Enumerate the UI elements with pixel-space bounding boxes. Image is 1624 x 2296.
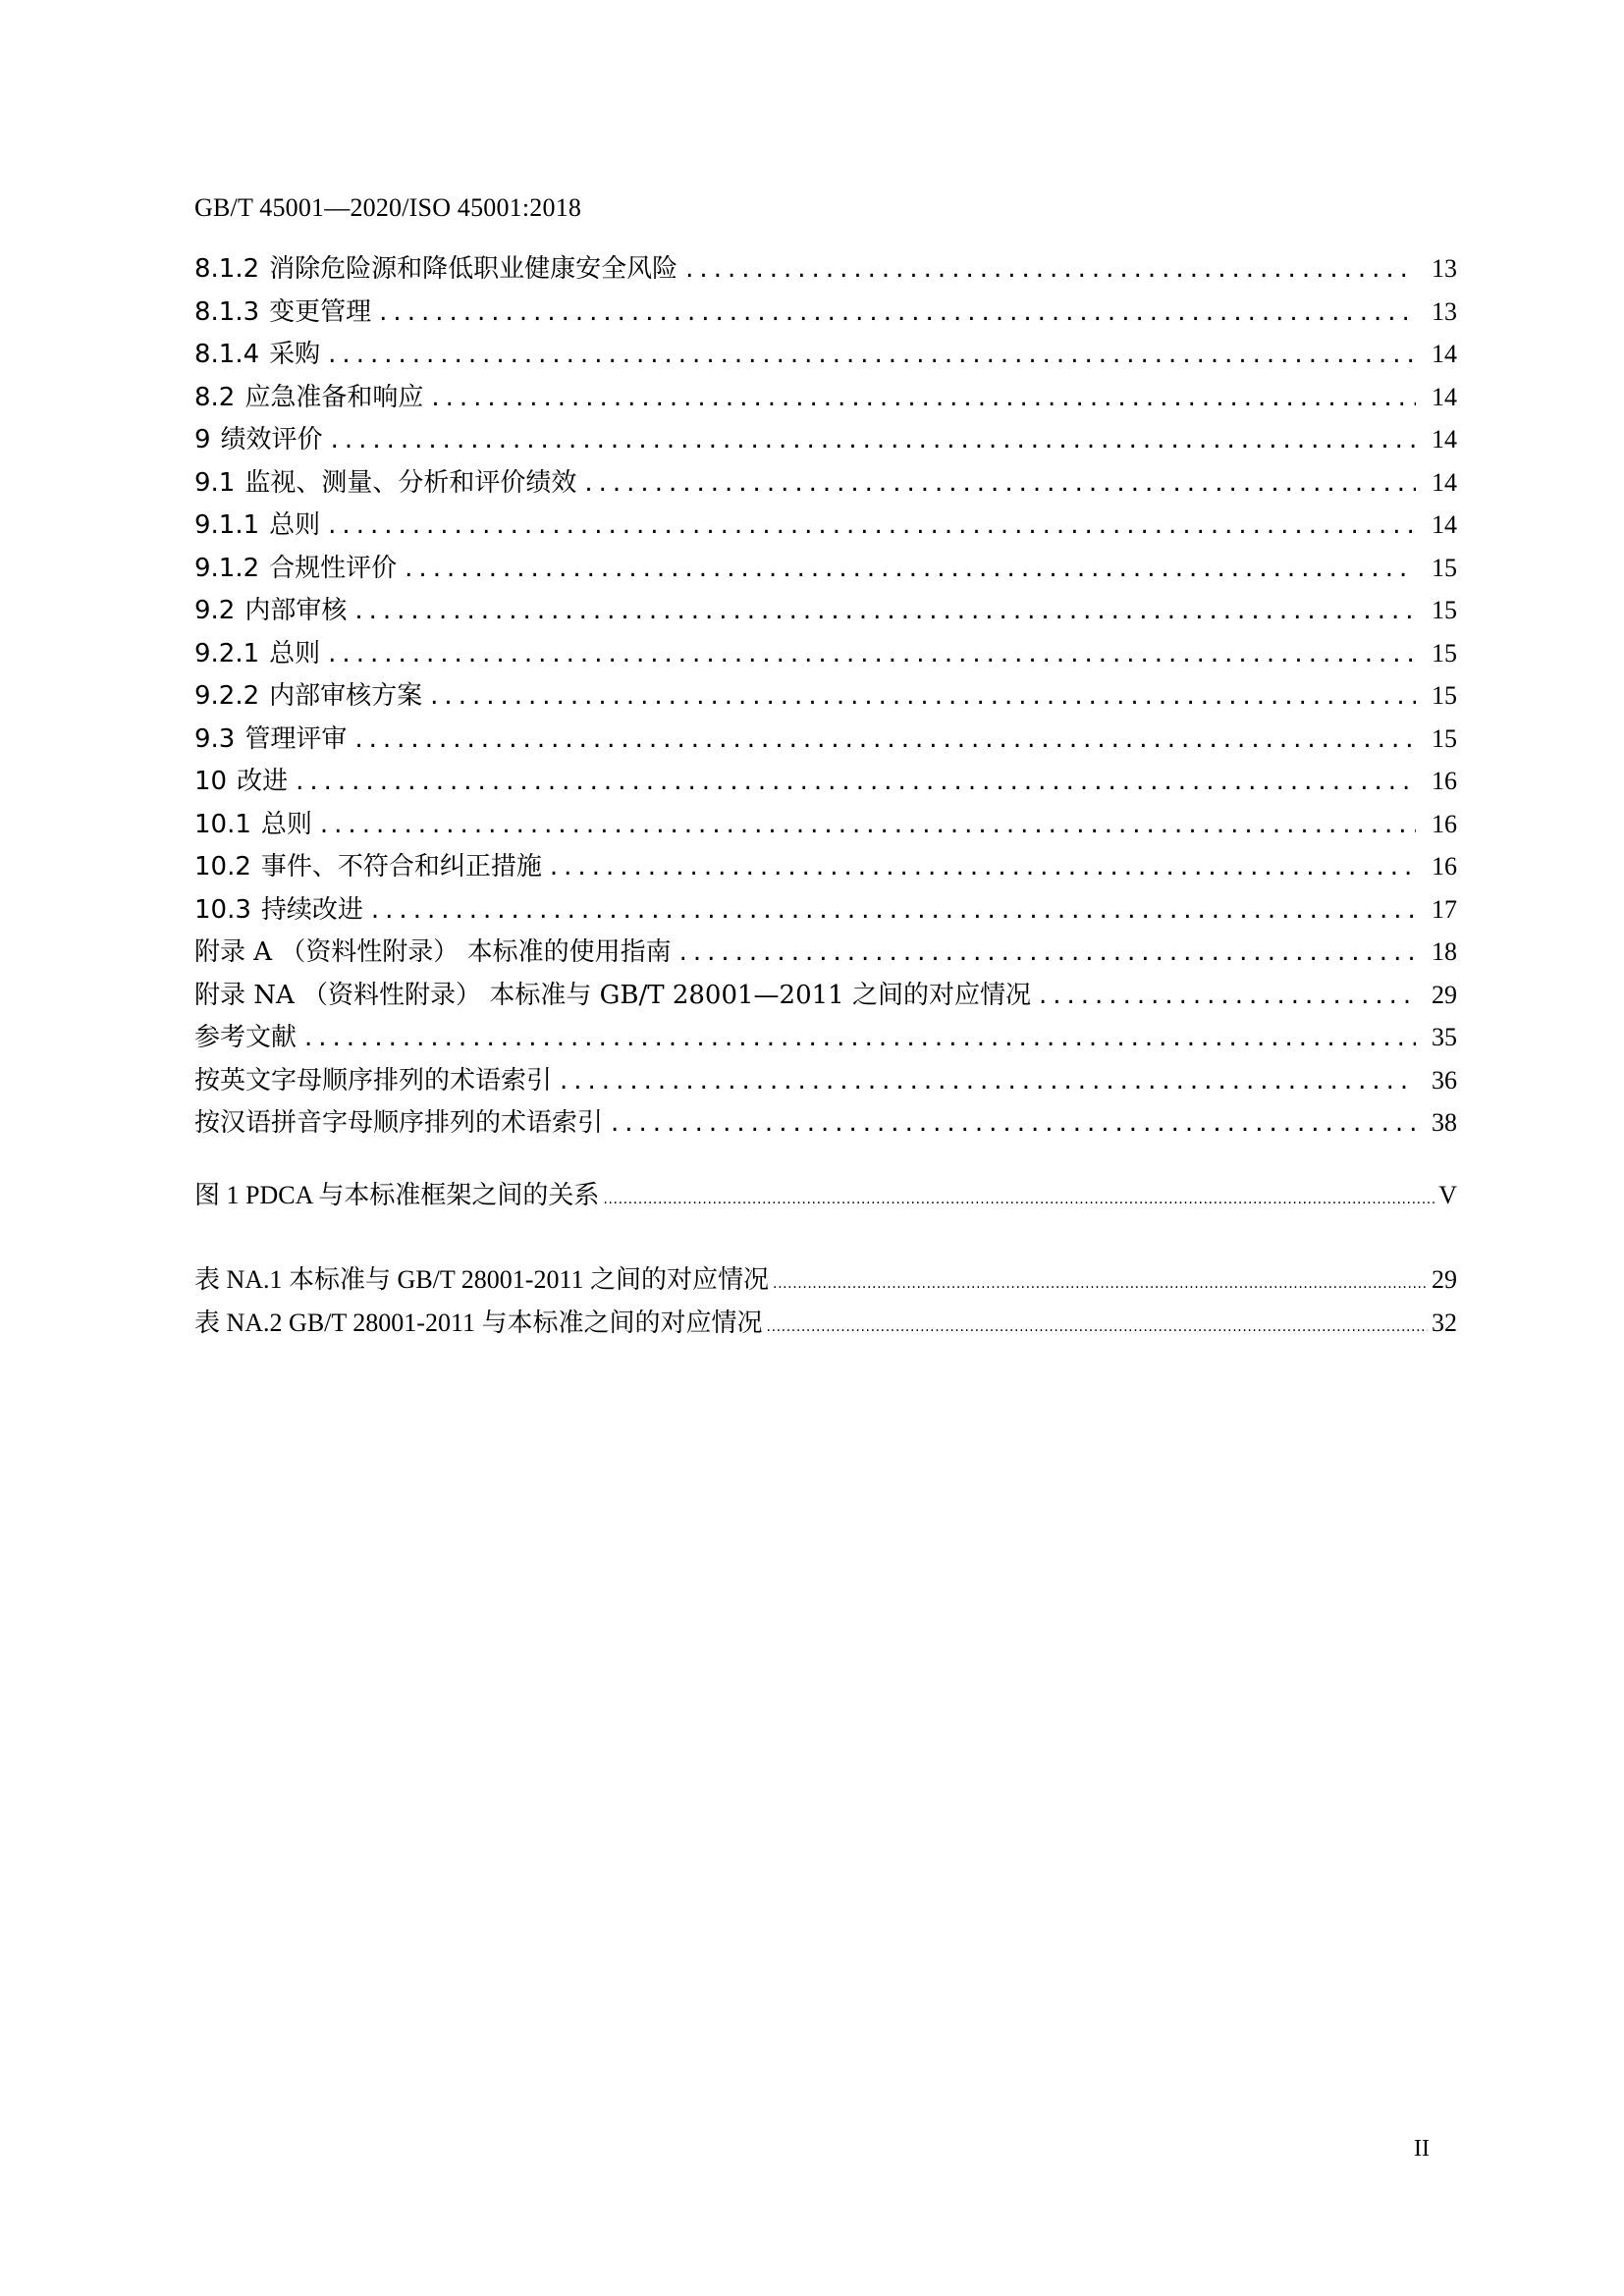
toc-entry-number: 8.1.4: [194, 340, 260, 369]
toc-entry-number: 9.2: [194, 596, 236, 625]
toc-entry-page: 15: [1432, 553, 1457, 582]
table-entry-page: 29: [1432, 1265, 1457, 1294]
toc-entry-label: [194, 1017, 297, 1053]
toc-entry[interactable]: [194, 248, 1457, 292]
toc-entry-label: [194, 889, 363, 926]
toc-entry-label: [194, 846, 542, 882]
toc-entry-page: 15: [1432, 596, 1457, 624]
toc-entry-label: [194, 804, 312, 840]
toc-entry-label: [194, 419, 323, 455]
figure-entry[interactable]: [194, 1175, 1457, 1218]
toc-entry-label: [194, 462, 576, 499]
toc-entry-number: 9.2.1: [194, 638, 260, 668]
dot-leader: [767, 1319, 1428, 1335]
toc-entry-title: 管理评审: [244, 723, 348, 754]
toc-entry-label: [194, 1060, 552, 1096]
toc-entry-label: [194, 932, 672, 968]
dot-leader: [405, 554, 1416, 583]
toc-entry-title: 总则: [260, 809, 312, 839]
table-entry[interactable]: [194, 1303, 1457, 1346]
toc-entry[interactable]: [194, 889, 1457, 933]
toc-entry[interactable]: [194, 633, 1457, 676]
dot-leader: [371, 895, 1416, 925]
page-number: II: [1414, 2136, 1430, 2162]
table-entry-title: 表 NA.2 GB/T 28001-2011 与本标准之间的对应情况: [194, 1308, 763, 1337]
toc-entry-label: [194, 248, 677, 285]
list-of-tables: [194, 1259, 1457, 1345]
toc-entry-title: 附录 A （资料性附录） 本标准的使用指南: [194, 937, 672, 967]
toc-entry-number: 10.2: [194, 852, 251, 881]
toc-entry-title: 持续改进: [260, 894, 363, 925]
dot-leader: [354, 596, 1416, 625]
toc-entry-title: 总则: [269, 510, 321, 540]
dot-leader: [304, 1023, 1416, 1052]
toc-entry[interactable]: [194, 932, 1457, 975]
toc-entry-title: 内部审核: [244, 596, 348, 625]
toc-entry-number: 9.2.2: [194, 681, 260, 711]
toc-entry-page: 15: [1432, 723, 1457, 753]
table-entry-page: 32: [1432, 1308, 1457, 1337]
toc-entry-title: 事件、不符合和纠正措施: [260, 852, 542, 881]
toc-entry-title: 监视、测量、分析和评价绩效: [244, 467, 577, 498]
standard-header: GB/T 45001—2020/ISO 45001:2018: [194, 193, 582, 222]
dot-leader: [584, 468, 1416, 498]
toc-entry-number: 8.1.3: [194, 296, 260, 327]
dot-leader: [603, 1192, 1435, 1207]
dot-leader: [773, 1276, 1428, 1292]
toc-entry-label: [194, 761, 288, 797]
toc-entry-page: 17: [1432, 894, 1457, 924]
toc-entry-label: [194, 292, 371, 328]
toc-entry[interactable]: [194, 1102, 1457, 1146]
dot-leader: [379, 297, 1416, 327]
toc-entry-title: 总则: [269, 638, 321, 668]
toc-entry-title: 消除危险源和降低职业健康安全风险: [269, 254, 678, 284]
toc-entry-number: 9.3: [194, 723, 236, 754]
toc-entry-page: 14: [1432, 382, 1457, 411]
figure-entry-page: V: [1438, 1181, 1457, 1209]
toc-entry-title: 按英文字母顺序排列的术语索引: [194, 1065, 553, 1095]
dot-leader: [320, 810, 1416, 839]
toc-entry-page: 35: [1432, 1023, 1457, 1051]
dot-leader: [328, 340, 1416, 369]
toc-entry-page: 14: [1432, 340, 1457, 368]
dot-leader: [560, 1066, 1416, 1095]
figure-entry-title: 图 1 PDCA 与本标准框架之间的关系: [194, 1181, 600, 1209]
toc-entry-page: 29: [1432, 980, 1457, 1009]
toc-entry[interactable]: [194, 804, 1457, 847]
toc-entry-label: [194, 548, 397, 584]
toc-entry-page: 18: [1432, 937, 1457, 966]
toc-entry-number: 10.3: [194, 894, 251, 925]
toc-entry[interactable]: [194, 1017, 1457, 1060]
dot-leader: [331, 425, 1416, 454]
toc-entry-page: 36: [1432, 1065, 1457, 1095]
toc-entry-page: 13: [1432, 254, 1457, 283]
toc-entry-page: 14: [1432, 510, 1457, 539]
toc-entry-page: 14: [1432, 467, 1457, 497]
toc-entry-label: [194, 1102, 603, 1139]
toc-entry-label: [194, 975, 1031, 1011]
dot-leader: [354, 724, 1416, 754]
toc-entry-title: 改进: [237, 767, 289, 796]
dot-leader: [685, 254, 1416, 284]
toc-entry-title: 合规性评价: [269, 553, 398, 583]
toc-entry-title: 绩效评价: [220, 425, 323, 454]
toc-entry[interactable]: [194, 548, 1457, 591]
toc-entry[interactable]: [194, 1060, 1457, 1103]
toc-entry-title: 采购: [269, 340, 321, 369]
toc-entry-title: 按汉语拼音字母顺序排列的术语索引: [194, 1108, 604, 1138]
toc-entry-number: 9: [194, 425, 211, 454]
dot-leader: [550, 852, 1416, 881]
toc-entry-page: 13: [1432, 296, 1457, 326]
toc-entry-number: 10: [194, 767, 228, 796]
toc-entry-page: 16: [1432, 852, 1457, 881]
toc-entry-number: 8.1.2: [194, 254, 260, 284]
toc-entry[interactable]: [194, 334, 1457, 377]
toc-entry-page: 16: [1432, 809, 1457, 838]
dot-leader: [430, 681, 1416, 711]
toc-entry[interactable]: [194, 292, 1457, 335]
toc-entry-number: 10.1: [194, 809, 251, 839]
toc-entry-label: [194, 590, 347, 626]
toc-entry-title: 附录 NA （资料性附录） 本标准与 GB/T 28001—2011 之间的对应情况: [194, 980, 1031, 1010]
toc-entry-title: 参考文献: [194, 1023, 298, 1052]
toc-entry-number: 8.2: [194, 382, 236, 412]
toc-entry-page: 15: [1432, 638, 1457, 667]
table-of-contents: [194, 248, 1457, 1146]
dot-leader: [296, 767, 1416, 796]
toc-entry-page: 38: [1432, 1108, 1457, 1137]
toc-entry-title: 内部审核方案: [269, 681, 423, 711]
toc-entry-label: [194, 505, 320, 541]
toc-entry[interactable]: [194, 590, 1457, 633]
toc-entry-page: 14: [1432, 425, 1457, 454]
dot-leader: [679, 937, 1416, 967]
dot-leader: [328, 639, 1416, 668]
dot-leader: [328, 510, 1416, 540]
dot-leader: [431, 383, 1416, 412]
toc-entry-label: [194, 633, 320, 669]
toc-entry-number: 9.1: [194, 467, 236, 498]
toc-entry-title: 变更管理: [269, 296, 372, 327]
dot-leader: [611, 1108, 1416, 1138]
toc-entry[interactable]: [194, 719, 1457, 762]
toc-entry-title: 应急准备和响应: [244, 382, 424, 412]
toc-entry-label: [194, 334, 320, 370]
toc-entry[interactable]: [194, 462, 1457, 506]
toc-entry[interactable]: [194, 505, 1457, 548]
toc-entry-page: 16: [1432, 767, 1457, 795]
toc-entry-label: [194, 719, 347, 755]
toc-entry-label: [194, 675, 422, 712]
toc-entry[interactable]: [194, 846, 1457, 889]
toc-entry-page: 15: [1432, 681, 1457, 710]
list-of-figures: [194, 1175, 1457, 1218]
toc-entry[interactable]: [194, 975, 1457, 1018]
toc-entry[interactable]: [194, 377, 1457, 420]
toc-entry-number: 9.1.1: [194, 510, 260, 540]
toc-entry-number: 9.1.2: [194, 553, 260, 583]
toc-entry[interactable]: [194, 675, 1457, 719]
toc-entry[interactable]: [194, 419, 1457, 462]
table-entry[interactable]: [194, 1259, 1457, 1303]
table-entry-title: 表 NA.1 本标准与 GB/T 28001-2011 之间的对应情况: [194, 1265, 770, 1294]
toc-entry[interactable]: [194, 761, 1457, 804]
toc-entry-label: [194, 377, 423, 413]
dot-leader: [1039, 981, 1416, 1010]
